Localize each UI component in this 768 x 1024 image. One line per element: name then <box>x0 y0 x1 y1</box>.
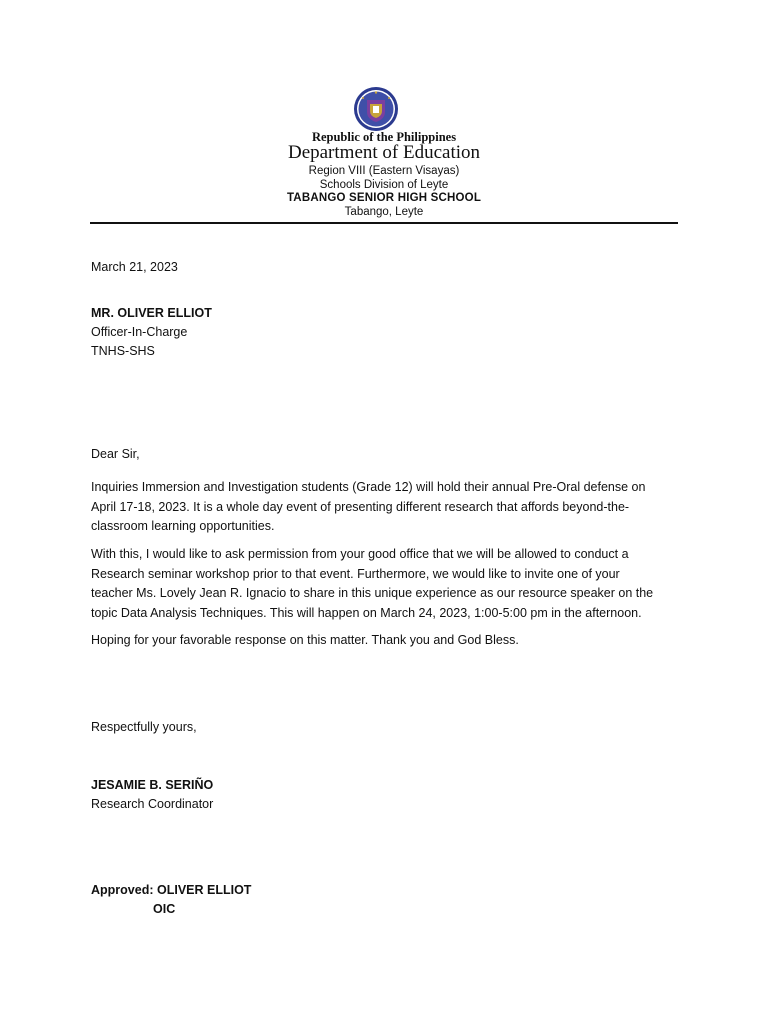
paragraph-line: With this, I would like to ask permission from your good office that we will be allowed to conduct a <box>91 547 629 561</box>
approval-label: Approved: <box>91 883 154 897</box>
approval-line <box>91 881 251 900</box>
paragraph-line: Hoping for your favorable response on this matter. Thank you and God Bless. <box>91 633 519 647</box>
recipient-title: Officer-In-Charge <box>91 325 188 339</box>
body-paragraph-3 <box>91 631 671 651</box>
letterhead-town: Tabango, Leyte <box>344 206 424 218</box>
letterhead-division: Schools Division of Leyte <box>319 179 449 191</box>
recipient-name: MR. OLIVER ELLIOT <box>91 306 212 320</box>
closing: Respectfully yours, <box>91 720 197 734</box>
paragraph-line: teacher Ms. Lovely Jean R. Ignacio to share in this unique experience as our resource speaker on the <box>91 586 654 600</box>
signatory-title: Research Coordinator <box>91 797 214 811</box>
paragraph-line: topic Data Analysis Techniques. This will happen on March 24, 2023, 1:00-5:00 pm in the afternoon. <box>91 605 642 620</box>
salutation: Dear Sir, <box>91 447 140 461</box>
letterhead-region: Region VIII (Eastern Visayas) <box>308 165 460 177</box>
recipient-office: TNHS-SHS <box>91 344 155 358</box>
paragraph-line: April 17-18, 2023. It is a whole day event of presenting different research that affords beyond-the- <box>91 499 630 514</box>
letterhead-divider <box>90 222 678 224</box>
body-paragraph-2 <box>91 545 671 623</box>
body-paragraph-1 <box>91 478 671 537</box>
deped-seal-icon <box>353 86 399 132</box>
paragraph-line: classroom learning opportunities. <box>91 519 275 533</box>
letterhead-school: TABANGO SENIOR HIGH SCHOOL <box>286 192 482 204</box>
paragraph-line: Research seminar workshop prior to that event. Furthermore, we would like to invite one of your <box>91 566 620 581</box>
letterhead-republic: Republic of the Philippines <box>311 130 457 144</box>
letterhead-department: Department of Education <box>287 142 481 163</box>
signatory-name: JESAMIE B. SERIÑO <box>91 778 214 792</box>
approval-title: OIC <box>153 902 176 916</box>
paragraph-line: Inquiries Immersion and Investigation students (Grade 12) will hold their annual Pre-Oral defense on <box>91 480 646 494</box>
letter-date: March 21, 2023 <box>91 260 178 274</box>
approval-name: OLIVER ELLIOT <box>156 883 252 897</box>
